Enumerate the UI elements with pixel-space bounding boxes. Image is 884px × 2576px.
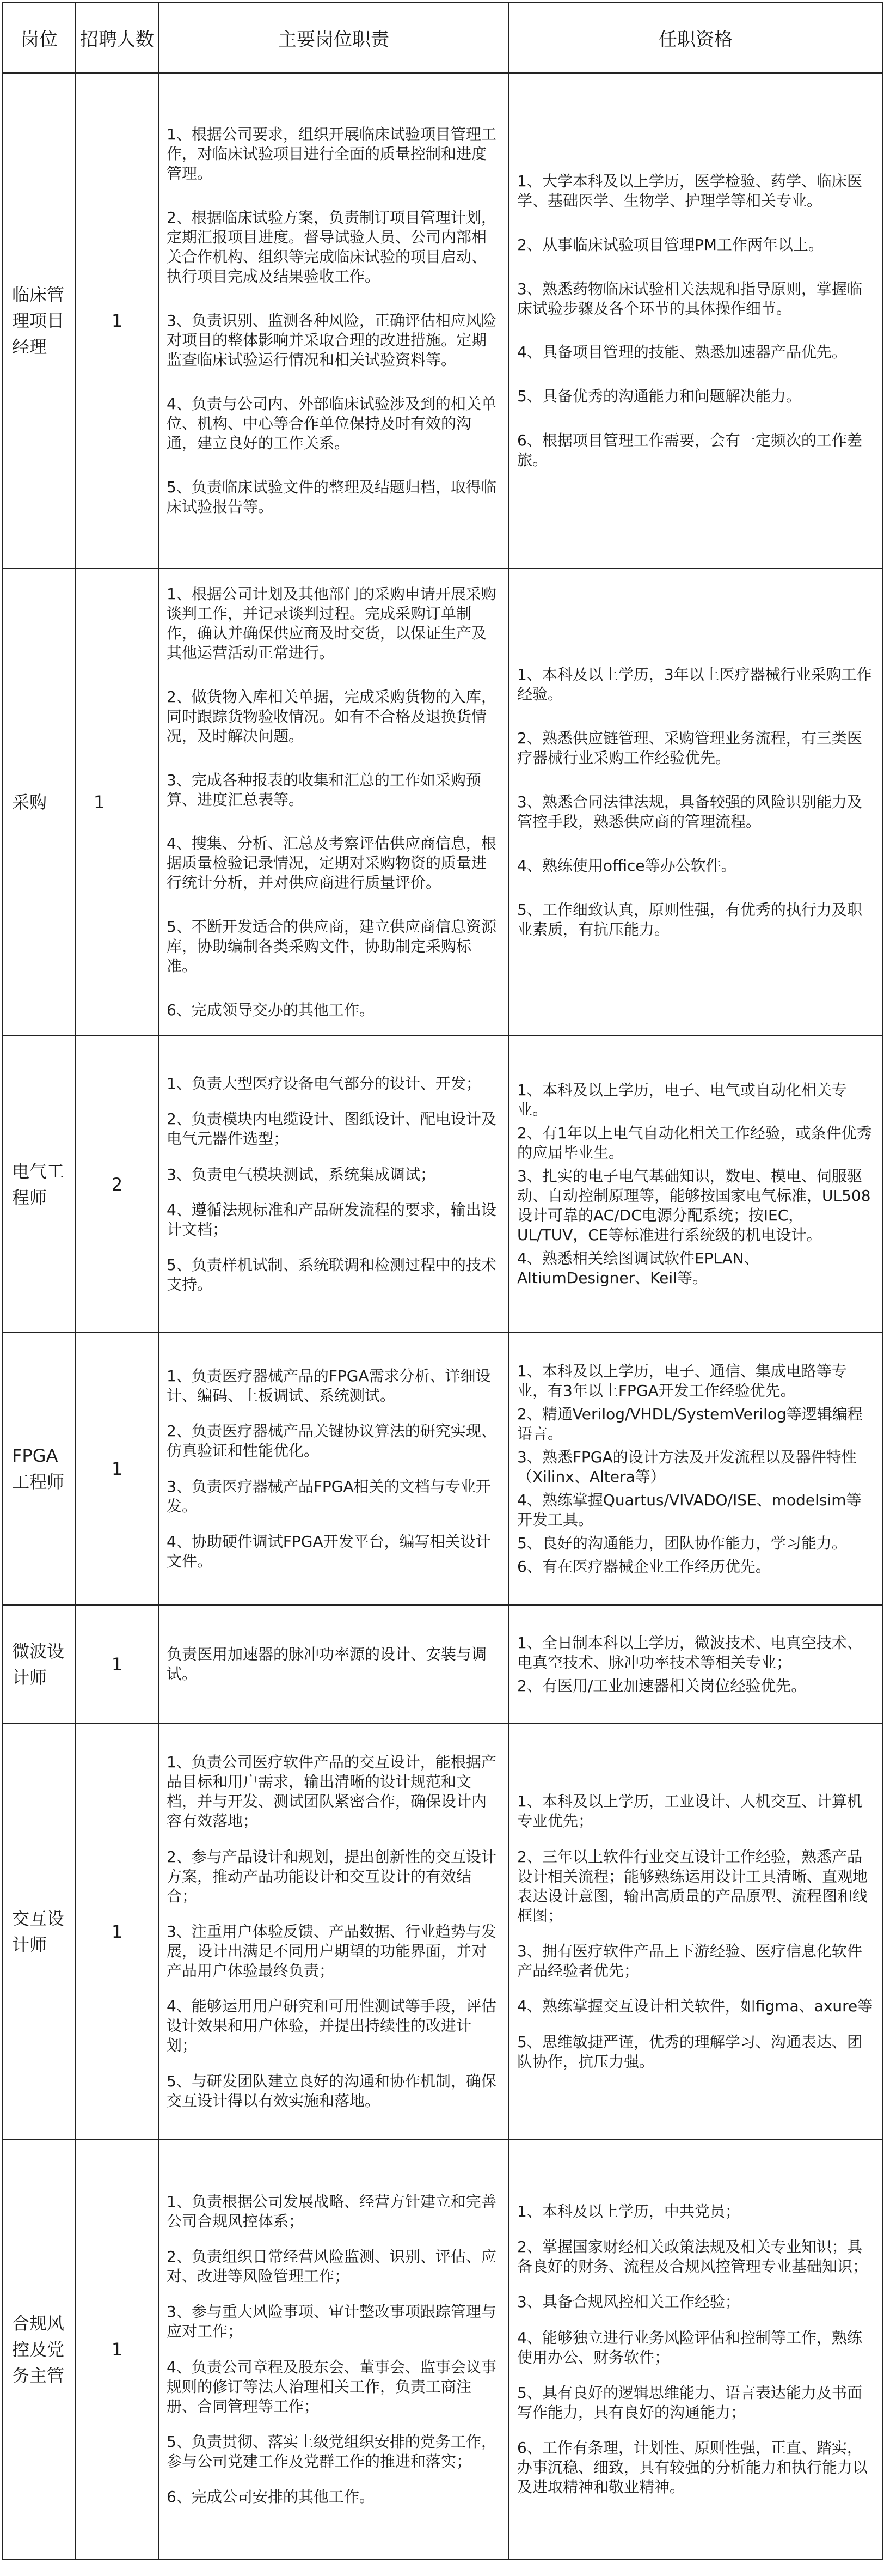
duty-item: 6、完成公司安排的其他工作。: [167, 2488, 375, 2506]
job-title: 采购: [3, 569, 76, 1036]
qualification-item: 3、拥有医疗软件产品上下游经验、医疗信息化软件产品经验者优先；: [517, 1942, 862, 1980]
qualification-item: 5、思维敏捷严谨，优秀的理解学习、沟通表达、团队协作，抗压力强。: [517, 2032, 862, 2071]
qualifications-cell: [509, 1036, 882, 1333]
qualification-item: 3、具备合规风控相关工作经验；: [517, 2293, 740, 2311]
qualification-item: 4、熟练掌握交互设计相关软件，如figma、axure等: [517, 1997, 873, 2016]
job-row-procurement: [3, 569, 882, 1036]
qualification-item: 1、本科及以上学历，3年以上医疗器械行业采购工作经验。: [517, 666, 872, 704]
duty-item: 3、完成各种报表的收集和汇总的工作如采购预算、进度汇总表等。: [167, 771, 481, 809]
qualification-item: 1、本科及以上学历，电子、电气或自动化相关专业。: [517, 1081, 847, 1119]
duty-item: 负责医用加速器的脉冲功率源的设计、安装与调试。: [167, 1645, 487, 1683]
qualifications-cell: [509, 2140, 882, 2559]
duty-item: 5、不断开发适合的供应商，建立供应商信息资源库，协助编制各类采购文件，协助制定采购标准。: [167, 918, 496, 975]
job-count: 1: [76, 569, 158, 1036]
duty-item: 3、参与重大风险事项、审计整改事项跟踪管理与应对工作；: [167, 2303, 496, 2341]
duty-item: 2、做货物入库相关单据，完成采购货物的入库，同时跟踪货物验收情况。如有不合格及退换货情况，及时解决问题。: [167, 687, 496, 745]
duty-item: 5、负责贯彻、落实上级党组织安排的党务工作，参与公司党建工作及党群工作的推进和落实；: [167, 2433, 496, 2471]
job-title: 电气工程师: [3, 1036, 76, 1333]
duty-item: 5、负责样机试制、系统联调和检测过程中的技术支持。: [167, 1256, 496, 1294]
job-count: 1: [76, 1605, 158, 1724]
qualification-item: 4、熟练使用office等办公软件。: [517, 856, 736, 875]
qualification-item: 3、熟悉合同法律法规，具备较强的风险识别能力及管控手段，熟悉供应商的管理流程。: [517, 793, 862, 831]
qualification-item: 1、本科及以上学历，工业设计、人机交互、计算机专业优先；: [517, 1792, 862, 1830]
duty-item: 4、协助硬件调试FPGA开发平台，编写相关设计文件。: [167, 1533, 491, 1571]
duties-cell: [158, 1724, 509, 2140]
qualification-item: 1、全日制本科以上学历，微波技术、电真空技术、电真空技术、脉冲功率技术等相关专业；: [517, 1633, 862, 1671]
qualification-item: 2、有1年以上电气自动化相关工作经验，或条件优秀的应届毕业生。: [517, 1124, 872, 1162]
header-qualifications: 任职资格: [509, 3, 882, 73]
qualification-item: 4、具备项目管理的技能、熟悉加速器产品优先。: [517, 343, 847, 362]
duty-item: 4、能够运用用户研究和可用性测试等手段，评估设计效果和用户体验，并提出持续性的改进计划；: [167, 1997, 496, 2055]
qualification-item: 6、有在医疗器械企业工作经历优先。: [517, 1557, 771, 1576]
header-row: [3, 3, 882, 73]
qualifications-cell: [509, 1605, 882, 1724]
job-row-interaction-designer: [3, 1724, 882, 2140]
job-count: 1: [76, 2140, 158, 2559]
job-row-fpga-engineer: [3, 1333, 882, 1605]
recruitment-table: [2, 2, 883, 2560]
job-title: 合规风控及党务主管: [3, 2140, 76, 2559]
job-row-electrical-engineer: [3, 1036, 882, 1333]
job-title: 交互设计师: [3, 1724, 76, 2140]
qualification-item: 2、掌握国家财经相关政策法规及相关专业知识；具备良好的财务、流程及合规风控管理专业基础知识；: [517, 2237, 868, 2275]
qualification-item: 6、工作有条理，计划性、原则性强，正直、踏实，办事沉稳、细致，具有较强的分析能力和执行能力以及进取精神和敬业精神。: [517, 2439, 868, 2496]
duty-item: 1、负责大型医疗设备电气部分的设计、开发；: [167, 1074, 481, 1092]
job-title: 临床管理项目经理: [3, 73, 76, 569]
qualifications-cell: [509, 1333, 882, 1605]
job-row-microwave-designer: [3, 1605, 882, 1724]
qualification-item: 4、熟练掌握Quartus/VIVADO/ISE、modelsim等开发工具。: [517, 1491, 862, 1529]
job-count: 1: [76, 1333, 158, 1605]
duty-item: 4、搜集、分析、汇总及考察评估供应商信息，根据质量检验记录情况，定期对采购物资的质量进行统计分析，并对供应商进行质量评价。: [167, 834, 496, 892]
duties-cell: [158, 1333, 509, 1605]
duty-item: 1、负责根据公司发展战略、经营方针建立和完善公司合规风控体系；: [167, 2192, 496, 2230]
duty-item: 3、注重用户体验反馈、产品数据、行业趋势与发展，设计出满足不同用户期望的功能界面，并对产品用户体验最终负责；: [167, 1922, 496, 1980]
qualifications-cell: [509, 73, 882, 569]
qualification-item: 2、有医用/工业加速器相关岗位经验优先。: [517, 1676, 807, 1695]
job-count: 1: [76, 73, 158, 569]
job-count: 1: [76, 1724, 158, 2140]
duty-item: 5、与研发团队建立良好的沟通和协作机制，确保交互设计得以有效实施和落地。: [167, 2072, 496, 2110]
qualification-item: 3、扎实的电子电气基础知识，数电、模电、伺服驱动、自动控制原理等，能够按国家电气标准，UL508设计可靠的AC/DC电源分配系统；按IEC，UL/TUV，CE等标准进行系统级的机电设计。: [517, 1167, 871, 1244]
duties-cell: [158, 73, 509, 569]
qualification-item: 5、具备优秀的沟通能力和问题解决能力。: [517, 387, 801, 406]
qualification-item: 2、熟悉供应链管理、采购管理业务流程，有三类医疗器械行业采购工作经验优先。: [517, 729, 862, 767]
duty-item: 2、根据临床试验方案，负责制订项目管理计划，定期汇报项目进度。督导试验人员、公司内部相关合作机构、组织等完成临床试验的项目启动、执行项目完成及结果验收工作。: [167, 209, 496, 286]
qualification-item: 6、根据项目管理工作需要，会有一定频次的工作差旅。: [517, 431, 862, 469]
qualification-item: 1、本科及以上学历，中共党员；: [517, 2202, 740, 2220]
qualifications-cell: [509, 1724, 882, 2140]
duty-item: 4、负责与公司内、外部临床试验涉及到的相关单位、机构、中心等合作单位保持及时有效的沟通，建立良好的工作关系。: [167, 394, 496, 452]
job-count: 2: [76, 1036, 158, 1333]
header-count: 招聘人数: [76, 3, 158, 73]
duty-item: 4、遵循法规标准和产品研发流程的要求，输出设计文档；: [167, 1200, 496, 1238]
qualification-item: 5、具有良好的逻辑思维能力、语言表达能力及书面写作能力，具有良好的沟通能力；: [517, 2384, 862, 2422]
qualifications-cell: [509, 569, 882, 1036]
qualification-item: 4、熟悉相关绘图调试软件EPLAN、AltiumDesigner、Keil等。: [517, 1249, 759, 1287]
duty-item: 1、根据公司计划及其他部门的采购申请开展采购谈判工作，并记录谈判过程。完成采购订单制作，确认并确保供应商及时交货，以保证生产及其他运营活动正常进行。: [167, 585, 496, 662]
duty-item: 2、负责模块内电缆设计、图纸设计、配电设计及电气元器件选型；: [167, 1110, 496, 1148]
qualification-item: 3、熟悉药物临床试验相关法规和指导原则，掌握临床试验步骤及各个环节的具体操作细节。: [517, 279, 862, 318]
job-title: 微波设计师: [3, 1605, 76, 1724]
qualification-item: 2、从事临床试验项目管理PM工作两年以上。: [517, 235, 824, 254]
qualification-item: 3、熟悉FPGA的设计方法及开发流程以及器件特性（Xilinx、Altera等）: [517, 1448, 857, 1486]
qualification-item: 1、本科及以上学历，电子、通信、集成电路等专业，有3年以上FPGA开发工作经验优先。: [517, 1362, 847, 1400]
duty-item: 4、负责公司章程及股东会、董事会、监事会议事规则的修订等法人治理相关工作，负责工商注册、合同管理等工作；: [167, 2358, 496, 2415]
duties-cell: [158, 1605, 509, 1724]
qualification-item: 4、能够独立进行业务风险评估和控制等工作，熟练使用办公、财务软件；: [517, 2328, 862, 2366]
job-row-compliance-supervisor: [3, 2140, 882, 2559]
qualification-item: 2、精通Verilog/VHDL/SystemVerilog等逻辑编程语言。: [517, 1405, 863, 1443]
qualification-item: 5、良好的沟通能力，团队协作能力，学习能力。: [517, 1534, 847, 1552]
duties-cell: [158, 1036, 509, 1333]
duty-item: 1、负责医疗器械产品的FPGA需求分析、详细设计、编码、上板调试、系统测试。: [167, 1366, 491, 1405]
duty-item: 2、负责医疗器械产品关键协议算法的研究实现、仿真验证和性能优化。: [167, 1422, 496, 1460]
duty-item: 1、根据公司要求，组织开展临床试验项目管理工作，对临床试验项目进行全面的质量控制和进度管理。: [167, 125, 496, 183]
duties-cell: [158, 569, 509, 1036]
duty-item: 6、完成领导交办的其他工作。: [167, 1000, 375, 1019]
duty-item: 3、负责电气模块测试，系统集成调试；: [167, 1165, 435, 1183]
qualification-item: 1、大学本科及以上学历，医学检验、药学、临床医学、基础医学、生物学、护理学等相关专业。: [517, 172, 862, 210]
duty-item: 2、参与产品设计和规划，提出创新性的交互设计方案，推动产品功能设计和交互设计的有效结合；: [167, 1847, 496, 1905]
duty-item: 3、负责医疗器械产品FPGA相关的文档与专业开发。: [167, 1477, 491, 1515]
qualification-item: 2、三年以上软件行业交互设计工作经验，熟悉产品设计相关流程；能够熟练运用设计工具清晰、直观地表达设计意图，输出高质量的产品原型、流程图和线框图；: [517, 1847, 868, 1925]
duty-item: 5、负责临床试验文件的整理及结题归档，取得临床试验报告等。: [167, 478, 496, 516]
header-position: 岗位: [3, 3, 76, 73]
duty-item: 2、负责组织日常经营风险监测、识别、评估、应对、改进等风险管理工作；: [167, 2247, 496, 2285]
duty-item: 1、负责公司医疗软件产品的交互设计，能根据产品目标和用户需求，输出清晰的设计规范和文档，并与开发、测试团队紧密合作，确保设计内容有效落地；: [167, 1753, 496, 1830]
qualification-item: 5、工作细致认真，原则性强，有优秀的执行力及职业素质，有抗压能力。: [517, 900, 862, 938]
duty-item: 3、负责识别、监测各种风险，正确评估相应风险对项目的整体影响并采取合理的改进措施。定期监查临床试验运行情况和相关试验资料等。: [167, 312, 496, 369]
duties-cell: [158, 2140, 509, 2559]
job-title: FPGA工程师: [3, 1333, 76, 1605]
job-row-clinical-pm: [3, 73, 882, 569]
header-duties: 主要岗位职责: [158, 3, 509, 73]
